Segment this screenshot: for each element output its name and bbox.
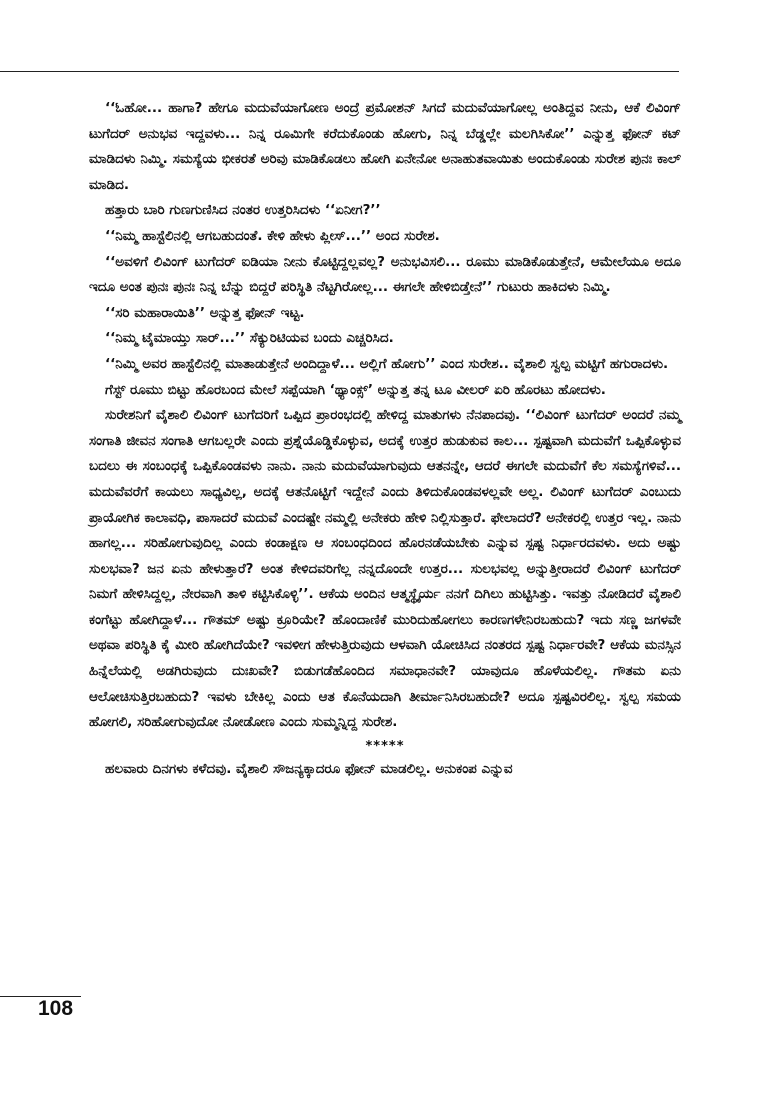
paragraph: ‘‘ಅವಳಿಗೆ ಲಿವಿಂಗ್ ಟುಗೆದರ್ ಐಡಿಯಾ ನೀನು ಕೊಟ್ಟಿದ್ದಲ್ಲವಲ್ಲ? ಅನುಭವಿಸಲಿ... ರೂಮು ಮಾಡಿಕೊಡುತ್ತೇನೆ, ಆಮೇಲೆಯೂ ಅದೂ ಇದೂ ಅಂತ ಪುನಃ ಪುನಃ ನಿನ್ನ ಬೆನ್ನು ಬಿದ್ದರೆ ಪರಿಸ್ಥಿತಿ ನೆಟ್ಟಗಿರೋಲ್ಲ... ಈಗಲೇ ಹೇಳಿಬಿಡ್ತೇನೆ’’ ಗುಟುರು ಹಾಕಿದಳು ನಿಮ್ಮಿ. [89, 253, 681, 296]
paragraph: ಗೆಸ್ಟ್ ರೂಮು ಬಿಟ್ಟು ಹೊರಬಂದ ಮೇಲೆ ಸಪ್ಪೆಯಾಗಿ ‘ಥ್ಯಾಂಕ್ಸ್’ ಅನ್ನುತ್ತ ತನ್ನ ಟೂ ವೀಲರ್ ಏರಿ ಹೊರಟು ಹೋದಳು. [105, 381, 606, 398]
paragraph: ‘‘ನಿಮ್ಮ ಟೈಮಾಯ್ತು ಸಾರ್...’’ ಸೆಕ್ಯುರಿಟಿಯವ ಬಂದು ಎಚ್ಚರಿಸಿದ. [105, 330, 394, 347]
page-body [89, 96, 681, 782]
paragraph: ಸುರೇಶನಿಗೆ ವೈಶಾಲಿ ಲಿವಿಂಗ್ ಟುಗೆದರಿಗೆ ಒಪ್ಪಿದ ಪ್ರಾರಂಭದಲ್ಲಿ ಹೇಳಿದ್ದ ಮಾತುಗಳು ನೆನಪಾದವು. ‘‘ಲಿವಿಂಗ್ ಟುಗೆದರ್ ಅಂದರೆ ನಮ್ಮ ಸಂಗಾತಿ ಜೀವನ ಸಂಗಾತಿ ಆಗಬಲ್ಲರೇ ಎಂದು ಪ್ರಶ್ನೆಯೊಡ್ಡಿಕೊಳ್ಳುವ, ಅದಕ್ಕೆ ಉತ್ತರ ಹುಡುಕುವ ಕಾಲ... ಸ್ಪಷ್ಟವಾಗಿ ಮದುವೆಗೆ ಒಪ್ಪಿಕೊಳ್ಳುವ ಬದಲು ಈ ಸಂಬಂಧಕ್ಕೆ ಒಪ್ಪಿಕೊಂಡವಳು ನಾನು. ನಾನು ಮದುವೆಯಾಗುವುದು ಆತನನ್ನೇ, ಆದರೆ ಈಗಲೇ ಮದುವೆಗೆ ಕೆಲ ಸಮಸ್ಯೆಗಳಿವೆ... ಮದುವೆವರೆಗೆ ಕಾಯಲು ಸಾಧ್ಯವಿಲ್ಲ, ಅದಕ್ಕೆ ಆತನೊಟ್ಟಿಗೆ ಇದ್ದೇನೆ ಎಂದು ತಿಳಿದುಕೊಂಡವಳಲ್ಲವೇ ಅಲ್ಲ. ಲಿವಿಂಗ್ ಟುಗೆದರ್ ಎಂಬುದು ಪ್ರಾಯೋಗಿಕ ಕಾಲಾವಧಿ, ಪಾಸಾದರೆ ಮದುವೆ ಎಂದಷ್ಟೇ ನಮ್ಮಲ್ಲಿ ಅನೇಕರು ಹೇಳಿ ನಿಲ್ಲಿಸುತ್ತಾರೆ. ಫೇಲಾದರೆ? ಅನೇಕರಲ್ಲಿ ಉತ್ತರ ಇಲ್ಲ. ನಾನು ಹಾಗಲ್ಲ... ಸರಿಹೋಗುವುದಿಲ್ಲ ಎಂದು ಕಂಡಾಕ್ಷಣ ಆ ಸಂಬಂಧದಿಂದ ಹೊರನಡೆಯಬೇಕು ಎನ್ನುವ ಸ್ಪಷ್ಟ ನಿರ್ಧಾರದವಳು. ಅದು ಅಷ್ಟು ಸುಲಭವಾ? ಜನ ಏನು ಹೇಳುತ್ತಾರೆ? ಅಂತ ಕೇಳಿದವರಿಗೆಲ್ಲ ನನ್ನದೊಂದೇ ಉತ್ತರ... ಸುಲಭವಲ್ಲ ಅನ್ನುತ್ತೀರಾದರೆ ಲಿವಿಂಗ್ ಟುಗೆದರ್ ನಿಮಗೆ ಹೇಳಿಸಿದ್ದಲ್ಲ, ನೇರವಾಗಿ ತಾಳಿ ಕಟ್ಟಿಸಿಕೊಳ್ಳಿ’’. ಆಕೆಯ ಅಂದಿನ ಆತ್ಮಸ್ಥೈರ್ಯ ನನಗೆ ದಿಗಿಲು ಹುಟ್ಟಿಸಿತ್ತು. ಇವತ್ತು ನೋಡಿದರೆ ವೈಶಾಲಿ ಕಂಗೆಟ್ಟು ಹೋಗಿದ್ದಾಳೆ... ಗೌತಮ್ ಅಷ್ಟು ಕ್ರೂರಿಯೇ? ಹೊಂದಾಣಿಕೆ ಮುರಿದುಹೋಗಲು ಕಾರಣಗಳೇನಿರಬಹುದು? ಇದು ಸಣ್ಣ ಜಗಳವೇ ಅಥವಾ ಪರಿಸ್ಥಿತಿ ಕೈ ಮೀರಿ ಹೋಗಿದೆಯೇ? ಇವಳೀಗ ಹೇಳುತ್ತಿರುವುದು ಆಳವಾಗಿ ಯೋಚಿಸಿದ ನಂತರದ ಸ್ಪಷ್ಟ ನಿರ್ಧಾರವೇ? ಆಕೆಯ ಮನಸ್ಸಿನ ಹಿನ್ನೆಲೆಯಲ್ಲಿ ಅಡಗಿರುವುದು ದುಃಖವೇ? ಬಿಡುಗಡೆಹೊಂದಿದ ಸಮಾಧಾನವೇ? ಯಾವುದೂ ಹೊಳೆಯಲಿಲ್ಲ. ಗೌತಮ ಏನು ಆಲೋಚಿಸುತ್ತಿರಬಹುದು? ಇವಳು ಬೇಕಿಲ್ಲ ಎಂದು ಆತ ಕೊನೆಯದಾಗಿ ತೀರ್ಮಾನಿಸಿರಬಹುದೇ? ಅದೂ ಸ್ಪಷ್ಟವಿರಲಿಲ್ಲ. ಸ್ವಲ್ಪ ಸಮಯ ಹೋಗಲಿ, ಸರಿಹೋಗುವುದೋ ನೋಡೋಣ ಎಂದು ಸುಮ್ಮನ್ನಿದ್ದ ಸುರೇಶ. [89, 407, 681, 731]
section-separator: ***** [365, 738, 405, 754]
paragraph: ಹಲವಾರು ದಿನಗಳು ಕಳೆದವು. ವೈಶಾಲಿ ಸೌಜನ್ಯಕ್ಕಾದರೂ ಫೋನ್ ಮಾಡಲಿಲ್ಲ. ಅನುಕಂಪ ಎನ್ನುವ [105, 760, 513, 777]
page-number: 108 [38, 997, 74, 1020]
header-rule [0, 71, 679, 72]
paragraph: ಹತ್ತಾರು ಬಾರಿ ಗುಣಗುಣಿಸಿದ ನಂತರ ಉತ್ತರಿಸಿದಳು ‘‘ಏನೀಗ?’’ [105, 202, 381, 219]
paragraph: ‘‘ಓಹೋ... ಹಾಗಾ? ಹೇಗೂ ಮದುವೆಯಾಗೋಣ ಅಂದ್ರೆ ಪ್ರಮೋಶನ್ ಸಿಗದೆ ಮದುವೆಯಾಗೋಲ್ಲ ಅಂತಿದ್ದವ ನೀನು, ಆಕೆ ಲಿವಿಂಗ್ ಟುಗೆದರ್ ಅನುಭವ ಇದ್ದವಳು... ನಿನ್ನ ರೂಮಿಗೇ ಕರೆದುಕೊಂಡು ಹೋಗು, ನಿನ್ನ ಬೆಡ್ಡಲ್ಲೇ ಮಲಗಿಸಿಕೋ’’ ಎನ್ನುತ್ತ ಫೋನ್ ಕಟ್ ಮಾಡಿದಳು ನಿಮ್ಮಿ. ಸಮಸ್ಯೆಯ ಭೀಕರತೆ ಅರಿವು ಮಾಡಿಕೊಡಲು ಹೋಗಿ ಏನೇನೋ ಅನಾಹುತವಾಯಿತು ಅಂದುಕೊಂಡು ಸುರೇಶ ಪುನಃ ಕಾಲ್ ಮಾಡಿದ. [89, 100, 681, 193]
paragraph: ‘‘ಸರಿ ಮಹಾರಾಯಿತಿ’’ ಅನ್ನುತ್ತ ಫೋನ್ ಇಟ್ಟ. [105, 304, 305, 321]
paragraph: ‘‘ನಿಮ್ಮ ಹಾಸ್ಟೆಲಿನಲ್ಲಿ ಆಗಬಹುದಂತೆ. ಕೇಳಿ ಹೇಳು ಪ್ಲೀಸ್...’’ ಅಂದ ಸುರೇಶ. [105, 227, 440, 244]
paragraph: ‘‘ನಿಮ್ಮಿ ಅವರ ಹಾಸ್ಟೆಲಿನಲ್ಲಿ ಮಾತಾಡುತ್ತೇನೆ ಅಂದಿದ್ದಾಳೆ... ಅಲ್ಲಿಗೆ ಹೋಗು’’ ಎಂದ ಸುರೇಶ.. ವೈಶಾಲಿ ಸ್ವಲ್ಪ ಮಟ್ಟಿಗೆ ಹಗುರಾದಳು. [105, 355, 669, 372]
